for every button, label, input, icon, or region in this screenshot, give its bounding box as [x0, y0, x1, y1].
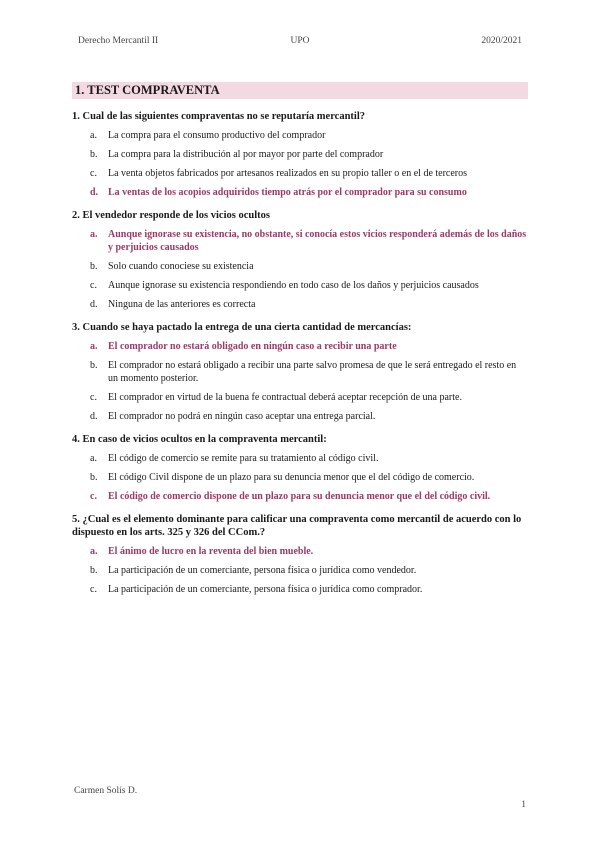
option-2b: [72, 260, 528, 273]
option-text: La ventas de los acopios adquiridos tiempo atrás por el comprador para su consumo: [108, 187, 467, 198]
option-text: La venta objetos fabricados por artesanos realizados en su propio taller o en el de terceros: [108, 168, 468, 179]
page-number: 1: [521, 800, 526, 810]
header-course: Derecho Mercantil II: [78, 36, 159, 46]
option-text: El comprador en virtud de la buena fe contractual deberá aceptar recepción de una parte.: [108, 392, 462, 403]
option-text: Solo cuando conociese su existencia: [108, 261, 254, 272]
option-3c: [72, 391, 528, 404]
header-year: 2020/2021: [481, 36, 522, 46]
option-text: La compra para la distribución al por mayor por parte del comprador: [108, 149, 384, 160]
option-2a-correct: [72, 228, 528, 254]
option-letter: c.: [90, 491, 97, 502]
option-letter: d.: [90, 411, 98, 422]
option-text: El comprador no estará obligado a recibir una parte salvo promesa de que le será entregado el resto en un momento posterior.: [108, 360, 517, 384]
option-letter: b.: [90, 565, 98, 576]
question-4: 4. En caso de vicios ocultos en la compraventa mercantil:: [72, 434, 327, 445]
option-4b: [72, 471, 528, 484]
section-title: 1. TEST COMPRAVENTA: [72, 82, 528, 99]
option-letter: d.: [90, 187, 99, 198]
question-3: 3. Cuando se haya pactado la entrega de una cierta cantidad de mercancías:: [72, 322, 412, 333]
option-text: El comprador no estará obligado en ningún caso a recibir una parte: [108, 341, 397, 352]
option-1a: [72, 129, 528, 142]
option-3b: [72, 359, 528, 385]
option-letter: a.: [90, 453, 97, 464]
option-letter: b.: [90, 261, 98, 272]
option-4a: [72, 452, 528, 465]
option-letter: b.: [90, 149, 98, 160]
question-1: 1. Cual de las siguientes compraventas no se reputaría mercantil?: [72, 111, 366, 122]
option-letter: c.: [90, 280, 97, 291]
option-text: El código de comercio se remite para su tratamiento al código civil.: [108, 453, 379, 464]
option-5b: [72, 564, 528, 577]
option-5a-correct: [72, 545, 528, 558]
option-text: La compra para el consumo productivo del comprador: [108, 130, 326, 141]
option-4c-correct: [72, 490, 528, 503]
option-text: La participación de un comerciante, persona física o jurídica como comprador.: [108, 584, 423, 595]
header-university: UPO: [290, 36, 310, 46]
question-2: 2. El vendedor responde de los vicios ocultos: [72, 210, 270, 221]
footer-author: Carmen Solís D.: [74, 786, 138, 796]
option-letter: c.: [90, 392, 97, 403]
question-5: 5. ¿Cual es el elemento dominante para calificar una compraventa como mercantil de acuerdo con lo dispuesto en los arts. 325 y 326 del CCom.?: [72, 514, 522, 538]
option-letter: a.: [90, 130, 97, 141]
option-letter: c.: [90, 168, 97, 179]
option-text: Ninguna de las anteriores es correcta: [108, 299, 256, 310]
option-text: El código Civil dispone de un plazo para su denuncia menor que el del código de comercio.: [108, 472, 475, 483]
option-text: El código de comercio dispone de un plazo para su denuncia menor que el del código civil.: [108, 491, 491, 502]
question-list: [72, 110, 528, 602]
option-letter: a.: [90, 229, 98, 240]
option-letter: a.: [90, 341, 98, 352]
option-3a-correct: [72, 340, 528, 353]
option-letter: b.: [90, 360, 98, 371]
option-letter: b.: [90, 472, 98, 483]
option-text: Aunque ignorase su existencia, no obstante, si conocía estos vicios responderá además de los daños y perjuicios causados: [108, 229, 527, 253]
page-header: [78, 36, 522, 50]
option-letter: c.: [90, 584, 97, 595]
option-text: La participación de un comerciante, persona física o jurídica como vendedor.: [108, 565, 417, 576]
option-2d: [72, 298, 528, 311]
option-1b: [72, 148, 528, 161]
option-3d: [72, 410, 528, 423]
option-1c: [72, 167, 528, 180]
option-text: El ánimo de lucro en la reventa del bien mueble.: [108, 546, 314, 557]
option-1d-correct: [72, 186, 528, 199]
option-letter: a.: [90, 546, 98, 557]
option-text: Aunque ignorase su existencia respondiendo en todo caso de los daños y perjuicios causados: [108, 280, 479, 291]
option-5c: [72, 583, 528, 596]
option-text: El comprador no podrá en ningún caso aceptar una entrega parcial.: [108, 411, 376, 422]
option-letter: d.: [90, 299, 98, 310]
option-2c: [72, 279, 528, 292]
